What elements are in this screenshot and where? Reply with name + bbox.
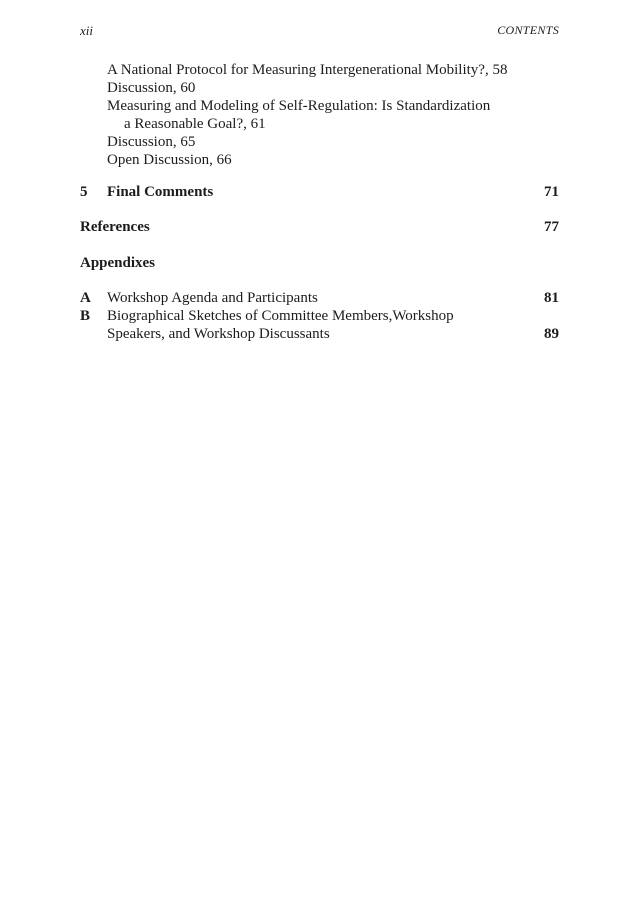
chapter-title: Final Comments: [107, 184, 214, 200]
toc-entry-chapter-5[interactable]: [80, 183, 559, 201]
toc-sub-entry[interactable]: Discussion, 60: [107, 80, 196, 96]
appendix-title: Workshop Agenda and Participants: [107, 290, 318, 306]
running-head-title: CONTENTS: [497, 23, 559, 37]
appendix-letter: B: [80, 308, 91, 324]
appendix-title-line-2: Speakers, and Workshop Discussants: [107, 326, 330, 342]
toc-sub-entry-continuation[interactable]: a Reasonable Goal?, 61: [124, 116, 266, 132]
appendix-title-line-1: Biographical Sketches of Committee Members,Workshop: [107, 308, 454, 324]
toc-sub-entry[interactable]: Discussion, 65: [107, 134, 196, 150]
page-folio: xii: [80, 23, 93, 38]
appendix-letter: A: [80, 290, 91, 306]
page-number: 81: [544, 290, 559, 306]
chapter-4-sub-entries: [107, 61, 559, 169]
page-number: 71: [544, 184, 559, 200]
appendixes-heading: [80, 254, 559, 272]
toc-entry-appendix-b-continued[interactable]: [80, 325, 559, 343]
toc-page: [80, 0, 559, 900]
chapter-number: 5: [80, 184, 88, 200]
page-number: 77: [544, 219, 559, 235]
toc-entry-appendix-a[interactable]: [80, 289, 559, 307]
toc-sub-entry[interactable]: Open Discussion, 66: [107, 152, 232, 168]
appendixes-title: Appendixes: [80, 255, 156, 271]
toc-sub-entry[interactable]: Measuring and Modeling of Self-Regulation: Is Standardization: [107, 98, 491, 114]
toc-entry-references[interactable]: [80, 218, 559, 236]
toc-sub-entry[interactable]: A National Protocol for Measuring Intergenerational Mobility?, 58: [107, 62, 508, 78]
running-head: [80, 23, 559, 41]
page-number: 89: [544, 326, 559, 342]
references-title: References: [80, 219, 150, 235]
toc-entry-appendix-b[interactable]: [80, 307, 559, 325]
